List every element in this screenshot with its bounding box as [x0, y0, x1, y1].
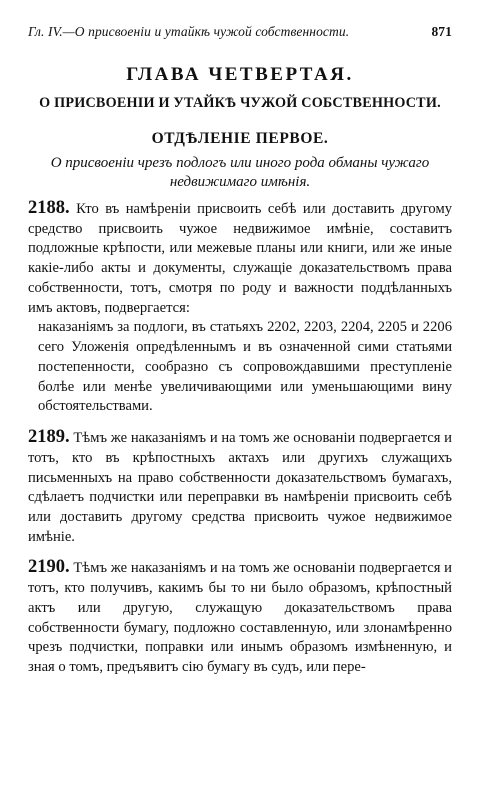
- article-number: 2188.: [28, 198, 70, 218]
- article-2188-penalty: наказаніямъ за подлоги, въ статьяхъ 2202, 2203, 2204, 2205 и 2206 сего Уложенія опредѣленнымъ и въ означенной сими статьями постепенности, сообразно съ сопровождавшими преступленіе болѣе или менѣе увеличивающими или уменьшающими вину обстоятельствами.: [38, 319, 452, 415]
- article-text: Тѣмъ же наказаніямъ и на томъ же основаніи подвергается и тотъ, кто въ крѣпостныхъ актахъ или другихъ служащихъ письменныхъ на право собственности доказательствомъ бумагахъ, сдѣлаетъ подчистки или переправки въ намѣреніи присвоить себѣ или доставить другому средства присвоить чужое недвижимое имѣніе.: [28, 430, 452, 545]
- section-subtitle: О присвоеніи чрезъ подлогъ или иного рода обманы чужаго недвижимаго имѣнія.: [50, 155, 430, 190]
- article-number: 2189.: [28, 427, 70, 448]
- chapter-title: ГЛАВА ЧЕТВЕРТАЯ.: [126, 64, 354, 85]
- running-head: [28, 24, 452, 40]
- article-2188: [28, 199, 452, 318]
- running-head-title: Гл. IV.—О присвоеніи и утайкѣ чужой собственности.: [28, 24, 350, 39]
- article-number: 2190.: [28, 557, 70, 578]
- article-text: Тѣмъ же наказаніямъ и на томъ же основаніи подвергается и тотъ, кто получивъ, какимъ бы то ни было образомъ, крѣпостный актъ или другую, служащую доказательствомъ права собственности бумагу, подложно составленную, или злонамѣренно чрезъ подчистки, поправки или инымъ образомъ измѣненную, и зная о томъ, предъявитъ сію бумагу въ судъ, или пере-: [28, 560, 452, 675]
- page-number: 871: [431, 24, 452, 39]
- section-title: ОТДѢЛЕНІЕ ПЕРВОЕ.: [151, 130, 329, 147]
- article-2190: [28, 558, 452, 677]
- article-text: Кто въ намѣреніи присвоить себѣ или доставить другому средство присвоить чужое недвижимое имѣніе, составитъ подложные крѣпости, или межевые планы или книги, или же иные какіе-либо акты и документы, служащіе доказательствомъ права собственности, тотъ, смотря по роду и важности поддѣланныхъ имъ актовъ, подвергается:: [28, 201, 452, 316]
- article-2189: [28, 428, 452, 547]
- chapter-subtitle: О ПРИСВОЕНІИ И УТАЙКѢ ЧУЖОЙ СОБСТВЕННОСТИ.: [39, 95, 441, 111]
